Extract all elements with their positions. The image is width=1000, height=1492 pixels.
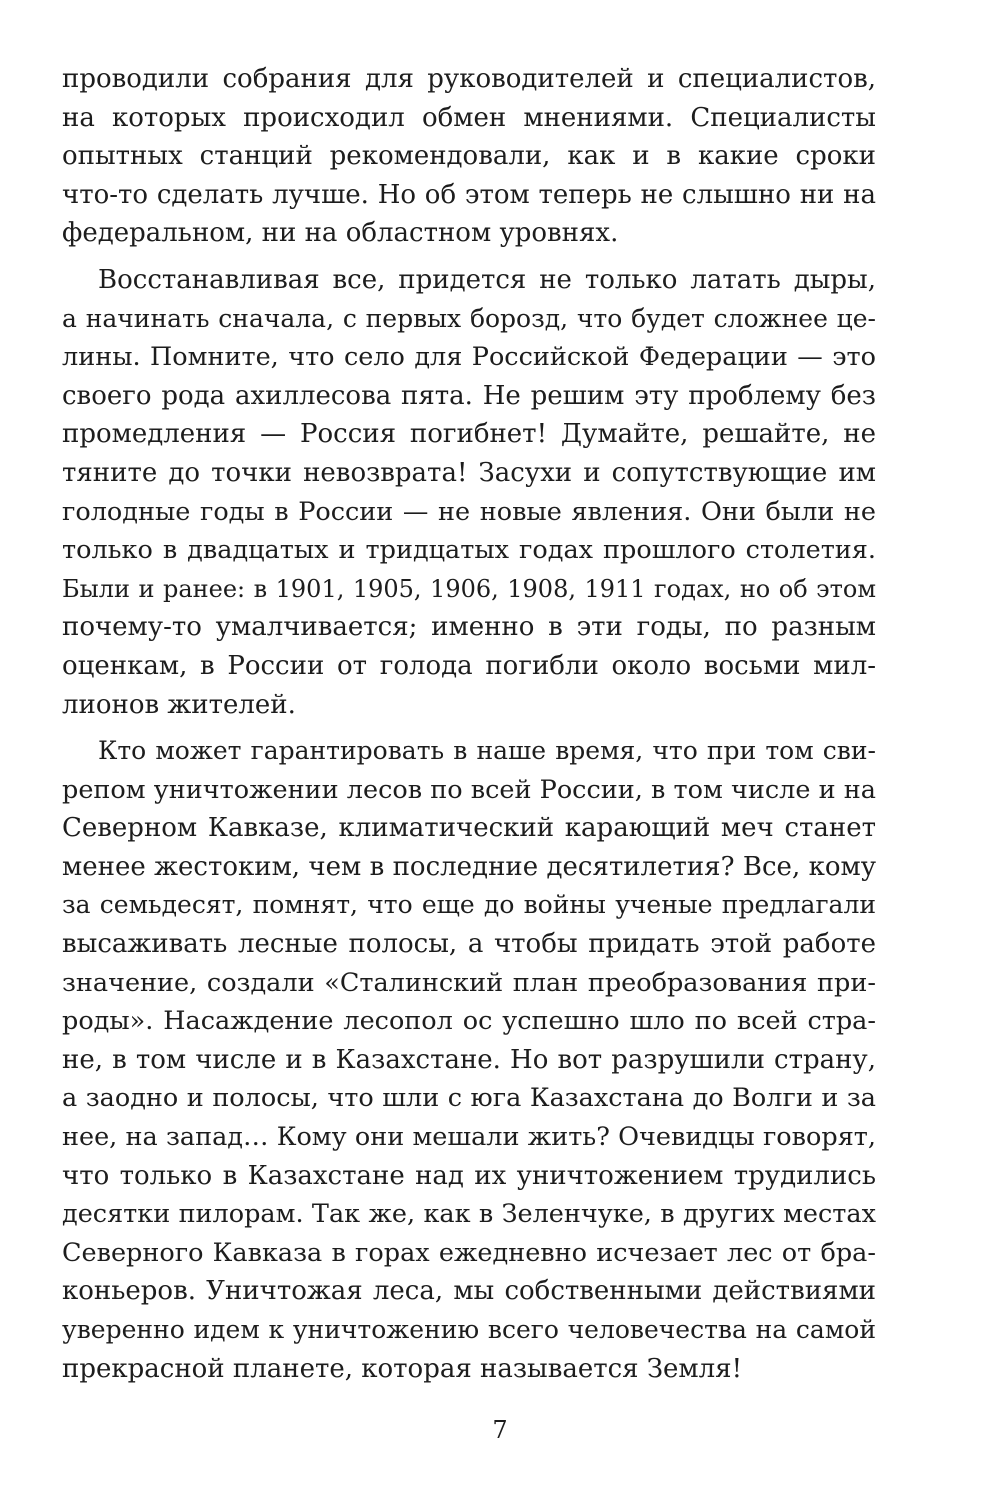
text-line: менее жестоким, чем в последние десятилетия? Все, кому bbox=[62, 851, 876, 882]
paragraph-gap bbox=[62, 253, 876, 261]
paragraph-2 bbox=[62, 261, 876, 724]
text-line: промедления — Россия погибнет! Думайте, решайте, не bbox=[62, 419, 876, 450]
text-line: Восстанавливая все, придется не только латать дыры, bbox=[98, 264, 876, 295]
text-line: что только в Казахстане над их уничтожением трудились bbox=[62, 1160, 876, 1191]
text-line: Кто может гарантировать в наше время, что при том сви- bbox=[98, 736, 876, 766]
text-line: уверенно идем к уничтожению всего человечества на самой bbox=[62, 1315, 876, 1344]
text-line: Были и ранее: в 1901, 1905, 1906, 1908, 1911 годах, но об этом bbox=[62, 574, 876, 603]
text-line: только в двадцатых и тридцатых годах прошлого столетия. bbox=[62, 535, 876, 566]
text-line: опытных станций рекомендовали, как и в какие сроки bbox=[62, 141, 876, 172]
text-line: что-то сделать лучше. Но об этом теперь не слышно ни на bbox=[62, 179, 876, 210]
text-line: Северном Кавказе, климатический карающий меч станет bbox=[62, 813, 876, 844]
text-line: не, в том числе и в Казахстане. Но вот разрушили страну, bbox=[62, 1044, 876, 1075]
text-line: коньеров. Уничтожая леса, мы собственными действиями bbox=[62, 1276, 876, 1307]
text-line: на которых происходил обмен мнениями. Специалисты bbox=[62, 102, 876, 133]
text-line: тяните до точки невозврата! Засухи и сопутствующие им bbox=[62, 457, 876, 488]
page-number: 7 bbox=[492, 1416, 508, 1444]
text-line: прекрасной планете, которая называется Земля! bbox=[62, 1353, 743, 1384]
text-line: проводили собрания для руководителей и специалистов, bbox=[62, 64, 876, 94]
text-line: репом уничтожении лесов по всей России, в том числе и на bbox=[62, 774, 876, 805]
text-line: роды». Насаждение лесопол ос успешно шло по всей стра- bbox=[62, 1006, 876, 1037]
text-line: лионов жителей. bbox=[62, 689, 296, 720]
text-line: высаживать лесные полосы, а чтобы придать этой работе bbox=[62, 929, 876, 960]
text-line: а заодно и полосы, что шли с юга Казахстана до Волги и за bbox=[62, 1083, 876, 1114]
text-line: за семьдесят, помнят, что еще до войны ученые предлагали bbox=[62, 890, 876, 920]
text-line: десятки пилорам. Так же, как в Зеленчуке, в других местах bbox=[62, 1199, 876, 1230]
text-line: своего рода ахиллесова пята. Не решим эту проблему без bbox=[62, 380, 876, 411]
paragraph-1 bbox=[62, 60, 876, 253]
text-line: лины. Помните, что село для Российской Федерации — это bbox=[62, 342, 876, 373]
text-line: нее, на запад… Кому они мешали жить? Очевидцы говорят, bbox=[62, 1122, 876, 1153]
text-line: федеральном, ни на областном уровнях. bbox=[62, 218, 619, 249]
text-line: оценкам, в России от голода погибли около восьми мил- bbox=[62, 650, 876, 681]
text-line: значение, создали «Сталинский план преобразования при- bbox=[62, 967, 876, 998]
text-line: голодные годы в России — не новые явления. Они были не bbox=[62, 496, 876, 527]
text-line: а начинать сначала, с первых борозд, что будет сложнее це- bbox=[62, 303, 876, 333]
text-line: Северного Кавказа в горах ежедневно исчезает лес от бра- bbox=[62, 1237, 876, 1268]
page-body bbox=[62, 60, 876, 1440]
paragraph-3 bbox=[62, 732, 876, 1388]
paragraph-gap bbox=[62, 724, 876, 732]
text-line: почему-то умалчивается; именно в эти годы, по разным bbox=[62, 612, 876, 643]
